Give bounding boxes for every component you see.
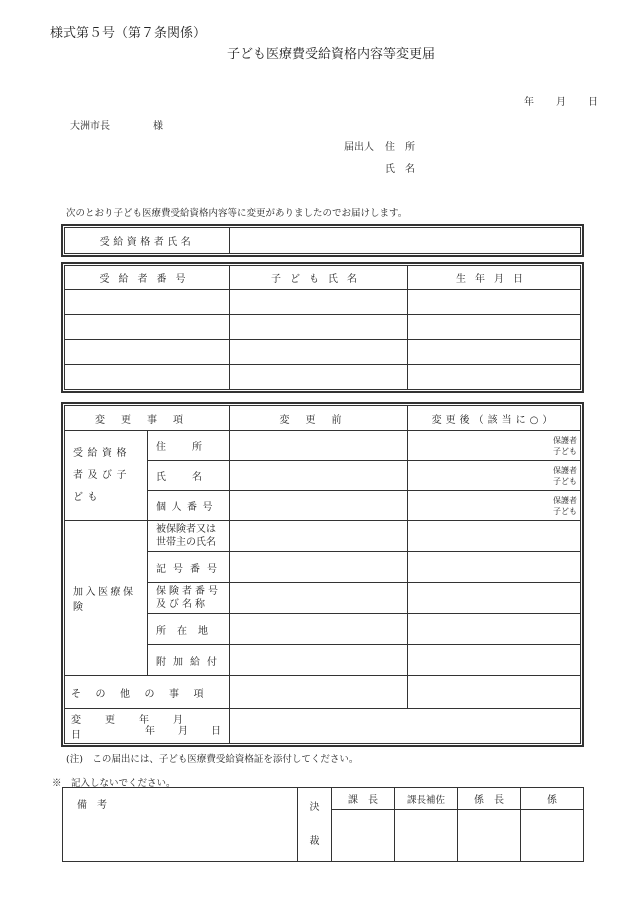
after-symbol-number-cell[interactable] (408, 552, 581, 583)
addressee-honorific: 様 (153, 121, 163, 132)
changes-header-after: 変更後（該当に○） (408, 406, 581, 431)
change-date-field[interactable] (230, 709, 581, 744)
before-address-cell[interactable] (230, 431, 408, 461)
before-symbol-number-cell[interactable] (230, 552, 408, 583)
table-row (65, 315, 581, 340)
decision-cell: 決 裁 (298, 788, 332, 862)
qualified-name-label: 受給資格者氏名 (65, 228, 230, 254)
child-name-cell[interactable] (230, 365, 408, 390)
recipients-table (61, 262, 584, 393)
after-insured-name-cell[interactable] (408, 521, 581, 552)
recipient-number-cell[interactable] (65, 365, 230, 390)
stamp-staff[interactable] (521, 810, 584, 862)
after-other-cell[interactable] (408, 676, 581, 709)
item-insurer-number-name: 保険者番号及び名称 (148, 583, 230, 614)
after-benefit-cell[interactable] (408, 645, 581, 676)
recipients-header-number: 受給者番号 (65, 266, 230, 290)
birthdate-cell[interactable] (408, 340, 581, 365)
change-date-month: 月 (178, 726, 188, 737)
child-name-cell[interactable] (230, 340, 408, 365)
guardian-child-tag: 保護者 子ども (553, 435, 577, 456)
role-staff: 係 (521, 788, 584, 810)
recipients-header-child-name: 子ども氏名 (230, 266, 408, 290)
office-use-table (62, 787, 584, 862)
recipients-header-birthdate: 生年月日 (408, 266, 581, 290)
table-row (65, 290, 581, 315)
attachment-note: (注) この届出には、子ども医療費受給資格証を添付してください。 (66, 754, 359, 765)
role-section-chief: 課 長 (332, 788, 395, 810)
birthdate-cell[interactable] (408, 290, 581, 315)
changes-table (61, 402, 584, 747)
item-additional-benefit: 附加給付 (148, 645, 230, 676)
applicant-address-label: 住 所 (385, 142, 415, 153)
stamp-section-chief[interactable] (332, 810, 395, 862)
date-month: 月 (556, 97, 566, 108)
item-address: 住 所 (148, 431, 230, 461)
date-day: 日 (588, 97, 598, 108)
recipient-number-cell[interactable] (65, 340, 230, 365)
change-date-year: 年 (145, 726, 155, 737)
group-insurance-label: 加入医療保険 (65, 521, 148, 676)
table-row (65, 340, 581, 365)
after-address-cell[interactable] (408, 431, 581, 461)
date-year: 年 (524, 97, 534, 108)
intro-text: 次のとおり子ども医療費受給資格内容等に変更がありましたのでお届けします。 (66, 208, 408, 219)
item-symbol-number: 記号番号 (148, 552, 230, 583)
before-other-cell[interactable] (230, 676, 408, 709)
change-date-day: 日 (211, 726, 221, 737)
item-name: 氏 名 (148, 461, 230, 491)
before-insurer-cell[interactable] (230, 583, 408, 614)
qualified-name-box (61, 224, 584, 257)
item-location: 所在地 (148, 614, 230, 645)
before-personal-number-cell[interactable] (230, 491, 408, 521)
changes-header-before: 変更前 (230, 406, 408, 431)
table-row (65, 365, 581, 390)
form-number: 様式第５号（第７条関係） (50, 26, 207, 41)
recipient-number-cell[interactable] (65, 290, 230, 315)
qualified-name-field[interactable] (230, 228, 581, 254)
guardian-child-tag: 保護者 子ども (553, 495, 577, 516)
remarks-cell[interactable] (63, 788, 298, 862)
before-insured-name-cell[interactable] (230, 521, 408, 552)
birthdate-cell[interactable] (408, 315, 581, 340)
after-insurer-cell[interactable] (408, 583, 581, 614)
stamp-subsection-chief[interactable] (458, 810, 521, 862)
recipient-number-cell[interactable] (65, 315, 230, 340)
stamp-deputy-chief[interactable] (395, 810, 458, 862)
role-deputy-chief: 課長補佐 (395, 788, 458, 810)
before-benefit-cell[interactable] (230, 645, 408, 676)
applicant-label: 届出人 (344, 142, 374, 153)
before-location-cell[interactable] (230, 614, 408, 645)
before-name-cell[interactable] (230, 461, 408, 491)
after-location-cell[interactable] (408, 614, 581, 645)
role-subsection-chief: 係 長 (458, 788, 521, 810)
guardian-child-tag: 保護者 子ども (553, 465, 577, 486)
changes-header-item: 変更事項 (65, 406, 230, 431)
after-name-cell[interactable] (408, 461, 581, 491)
birthdate-cell[interactable] (408, 365, 581, 390)
child-name-cell[interactable] (230, 290, 408, 315)
item-insured-householder-name: 被保険者又は世帯主の氏名 (148, 521, 230, 552)
remarks-label: 備 考 (77, 800, 107, 811)
office-use-note: ※ 記入しないでください。 (52, 778, 176, 789)
addressee-mayor: 大洲市長 (70, 121, 110, 132)
after-personal-number-cell[interactable] (408, 491, 581, 521)
applicant-name-label: 氏 名 (385, 164, 415, 175)
group-qualified-child-label: 受給資格者及び子ども (65, 431, 148, 521)
change-date-label: 変更年月日 (65, 709, 230, 744)
other-items-label: その他の事項 (65, 676, 230, 709)
item-personal-number: 個人番号 (148, 491, 230, 521)
form-title: 子ども医療費受給資格内容等変更届 (227, 47, 436, 62)
child-name-cell[interactable] (230, 315, 408, 340)
